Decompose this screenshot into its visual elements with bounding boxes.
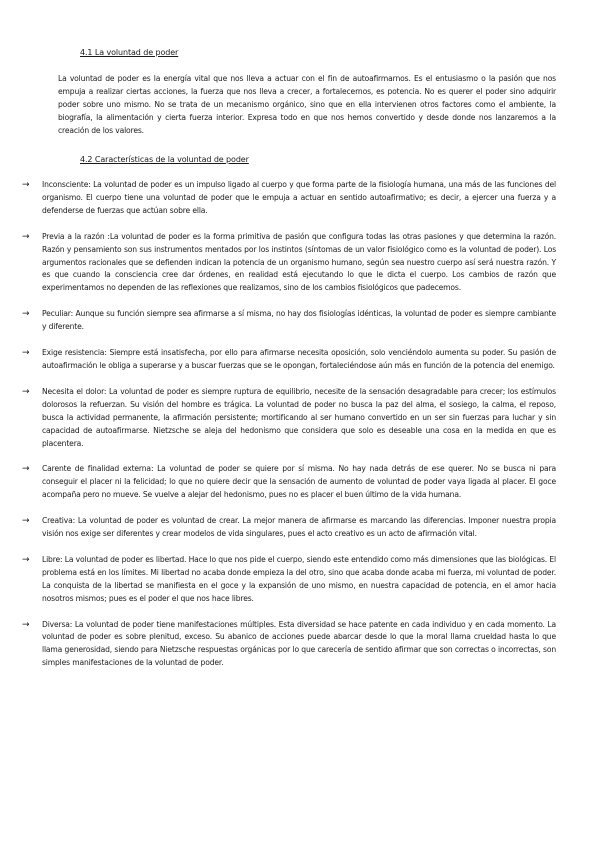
right-arrow-icon: → [22, 554, 30, 565]
list-item-text: Peculiar: Aunque su función siempre sea afirmarse a sí misma, no hay dos fisiologías idénticas, la voluntad de poder es siempre cambiante y diferente. [42, 309, 556, 332]
list-item-text: Exige resistencia: Siempre está insatisfecha, por ello para afirmarse necesita oposición, solo venciéndolo aumenta su poder. Su pasión de autoafirmación le obliga a superarse y a buscar fuerzas que se le opongan, fortaleciéndose aún más en función de la potencia del enemigo. [42, 348, 556, 370]
list-item-text: Creativa: La voluntad de poder es voluntad de crear. La mejor manera de afirmarse es marcando las diferencias. Imponer nuestra propia visión nos exige ser diferentes y crear modelos de vida singulares, pues el acto creativo es un acto de afirmación vital. [42, 516, 556, 539]
right-arrow-icon: → [22, 180, 30, 190]
characteristics-list [22, 179, 556, 670]
intro-paragraph: La voluntad de poder es la energía vital que nos lleva a actuar con el fin de autoafirmarnos. Es el entusiasmo o la pasión que nos empuja a realizar ciertas acciones, la fuerza que nos lleva a crecer, a fortalecernos, es potencia. No es querer el poder sino adquirir poder sobre uno mismo. No se trata de un mecanismo orgánico, sino que en ella intervienen otros factores como el ambiente, la biografía, la alimentación y cierta fuerza interior. Expresa todo en que nos hemos convertido y desde donde nos lanzaremos a la creación de los valores. [58, 74, 556, 135]
list-item [22, 554, 556, 606]
list-item-text: Diversa: La voluntad de poder tiene manifestaciones múltiples. Esta diversidad se hace patente en cada individuo y en cada momento. La voluntad de poder es sobre plenitud, exceso. Su abanico de acciones puede abarcar desde lo que la moral llama crueldad hasta lo que llama generosidad, siendo para Nietzsche respuestas orgánicas por lo que carecería de sentido afirmar que son correctas o incorrectas, son simples manifestaciones de la voluntad de poder. [42, 619, 556, 668]
list-item [22, 308, 556, 334]
right-arrow-icon: → [22, 348, 30, 359]
list-item-text: Inconsciente: La voluntad de poder es un impulso ligado al cuerpo y que forma parte de la fisiología humana, una más de las funciones del organismo. El cuerpo tiene una voluntad de poder que le empuja a actuar en sentido autoafirmativo; es decir, a ejercer una fuerza y a defenderse de fuerzas que actúan sobre ella. [42, 180, 556, 215]
list-item [22, 386, 556, 451]
list-item [22, 231, 556, 296]
list-item-text: Carente de finalidad externa: La voluntad de poder se quiere por sí misma. No hay nada detrás de ese querer. No se busca ni para conseguir el placer ni la felicidad; lo que no quiere decir que la sensación de aumento de voluntad de poder vaya ligada al placer. El goce acompaña pero no mueve. Se vuelve a alejar del hedonismo, pues no es placer el buen último de la vida humana. [42, 464, 556, 500]
list-item [22, 179, 556, 218]
section-heading-4-1: 4.1 La voluntad de poder [80, 48, 179, 57]
right-arrow-icon: → [22, 619, 30, 630]
list-item [22, 515, 556, 541]
list-item-text: Libre: La voluntad de poder es libertad. Hace lo que nos pide el cuerpo, siendo este entendido como más dimensiones que las biológicas. El problema está en los límites. Mi libertad no acaba donde empieza la del otro, sino que acaba donde acaba mi fuerza, mi voluntad de poder. La conquista de la libertad se manifiesta en el goce y la expansión de uno mismo, en nuestra capacidad de potencia, en el amor hacia nosotros mismos; pues es el poder el que nos hace libres. [42, 554, 556, 603]
right-arrow-icon: → [22, 231, 30, 242]
right-arrow-icon: → [22, 386, 30, 397]
list-item-text: Previa a la razón :La voluntad de poder es la forma primitiva de pasión que configura todas las otras pasiones y que determina la razón. Razón y pensamiento son sus instrumentos mentados por los instintos (síntomas de un valor fisiológico como es la voluntad de poder). Los argumentos racionales que se defienden indican la potencia de un organismo humano, según sea nuestro cuerpo así será nuestra razón. Y es que cuando la consciencia cree dar órdenes, en realidad está ejecutando lo que le dicta el cuerpo. Los cambios de razón que experimentamos no dependen de las reflexiones que realizamos, sino de los cambios fisiológicos que padecemos. [42, 231, 556, 293]
right-arrow-icon: → [22, 309, 30, 320]
list-item [22, 347, 556, 373]
list-item [22, 463, 556, 502]
list-item-text: Necesita el dolor: La voluntad de poder es siempre ruptura de equilibrio, necesite de la sensación desagradable para crecer; los estímulos dolorosos la refuerzan. Su visión del hombre es trágica. La voluntad de poder no busca la paz del alma, el sosiego, la calma, el reposo, busca la actividad permanente, la afirmación persistente; mortificando al ser humano convertido en un ser sin fuerzas para luchar y sin capacidad de autoafirmarse. Nietzsche se aleja del hedonismo que considera que solo es deseable una cosa en la medida en que es placentera. [42, 386, 556, 448]
section-heading-4-2: 4.2 Características de la voluntad de poder [80, 155, 249, 164]
right-arrow-icon: → [22, 464, 30, 475]
right-arrow-icon: → [22, 516, 30, 527]
list-item [22, 619, 556, 671]
